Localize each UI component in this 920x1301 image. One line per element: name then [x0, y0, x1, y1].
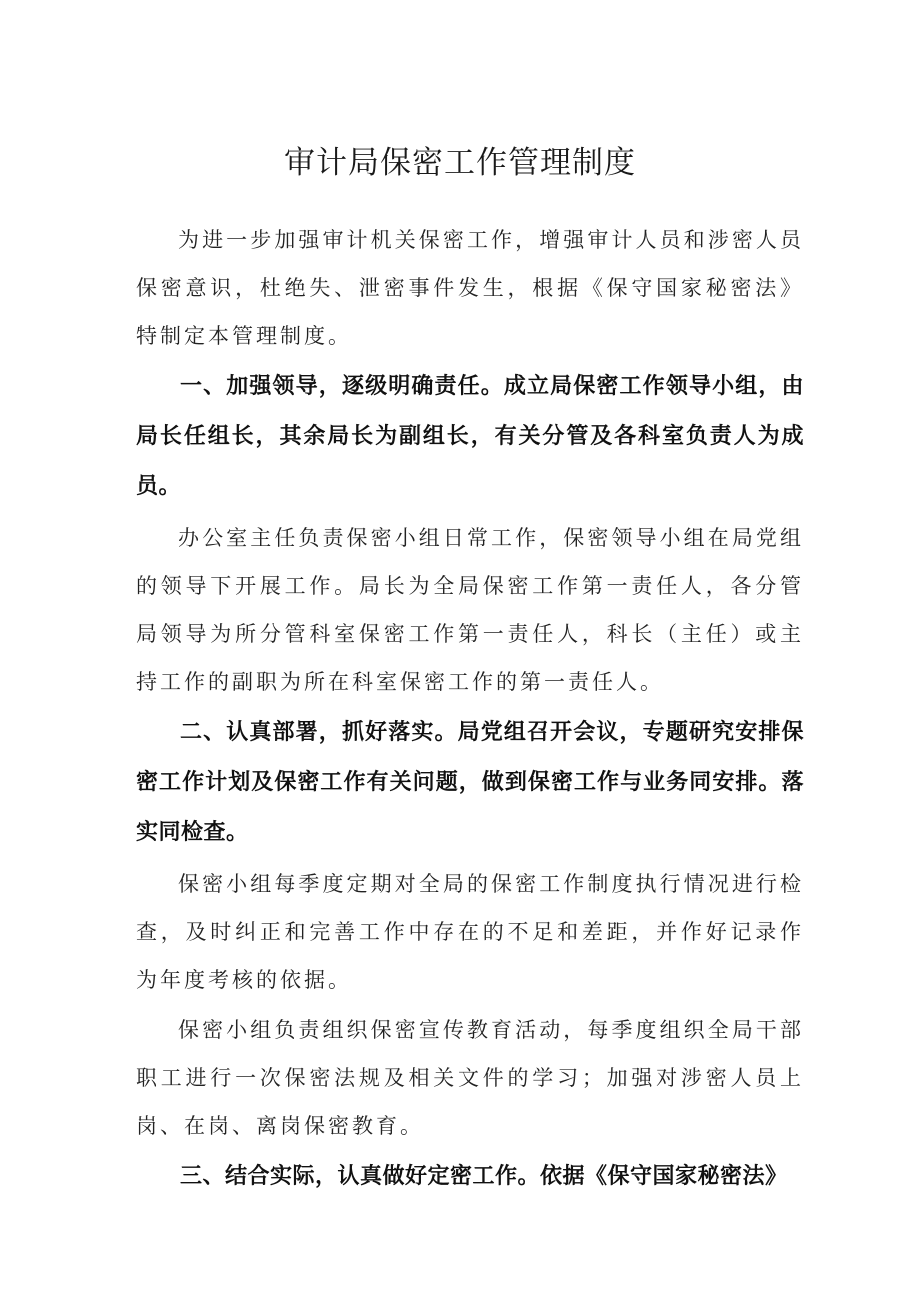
paragraph-education: 保密小组负责组织保密宣传教育活动，每季度组织全局干部职工进行一次保密法规及相关文件的学习；加强对涉密人员上岗、在岗、离岗保密教育。 — [136, 1018, 804, 1138]
paragraph-inspection: 保密小组每季度定期对全局的保密工作制度执行情况进行检查，及时纠正和完善工作中存在的不足和差距，并作好记录作为年度考核的依据。 — [136, 872, 804, 992]
section-heading-1: 一、加强领导，逐级明确责任。成立局保密工作领导小组，由局长任组长，其余局长为副组长，有关分管及各科室负责人为成员。 — [136, 374, 804, 499]
document-title: 审计局保密工作管理制度 — [284, 145, 636, 181]
document-body — [136, 216, 804, 1202]
paragraph-intro: 为进一步加强审计机关保密工作，增强审计人员和涉密人员保密意识，杜绝失、泄密事件发生，根据《保守国家秘密法》特制定本管理制度。 — [136, 228, 804, 348]
section-heading-3: 三、结合实际，认真做好定密工作。依据《保守国家秘密法》 — [180, 1164, 788, 1189]
section-heading-2: 二、认真部署，抓好落实。局党组召开会议，专题研究安排保密工作计划及保密工作有关问题，做到保密工作与业务同安排。落实同检查。 — [136, 720, 804, 845]
paragraph-responsibility: 办公室主任负责保密小组日常工作，保密领导小组在局党组的领导下开展工作。局长为全局保密工作第一责任人，各分管局领导为所分管科室保密工作第一责任人，科长（主任）或主持工作的副职为所在科室保密工作的第一责任人。 — [136, 526, 804, 694]
